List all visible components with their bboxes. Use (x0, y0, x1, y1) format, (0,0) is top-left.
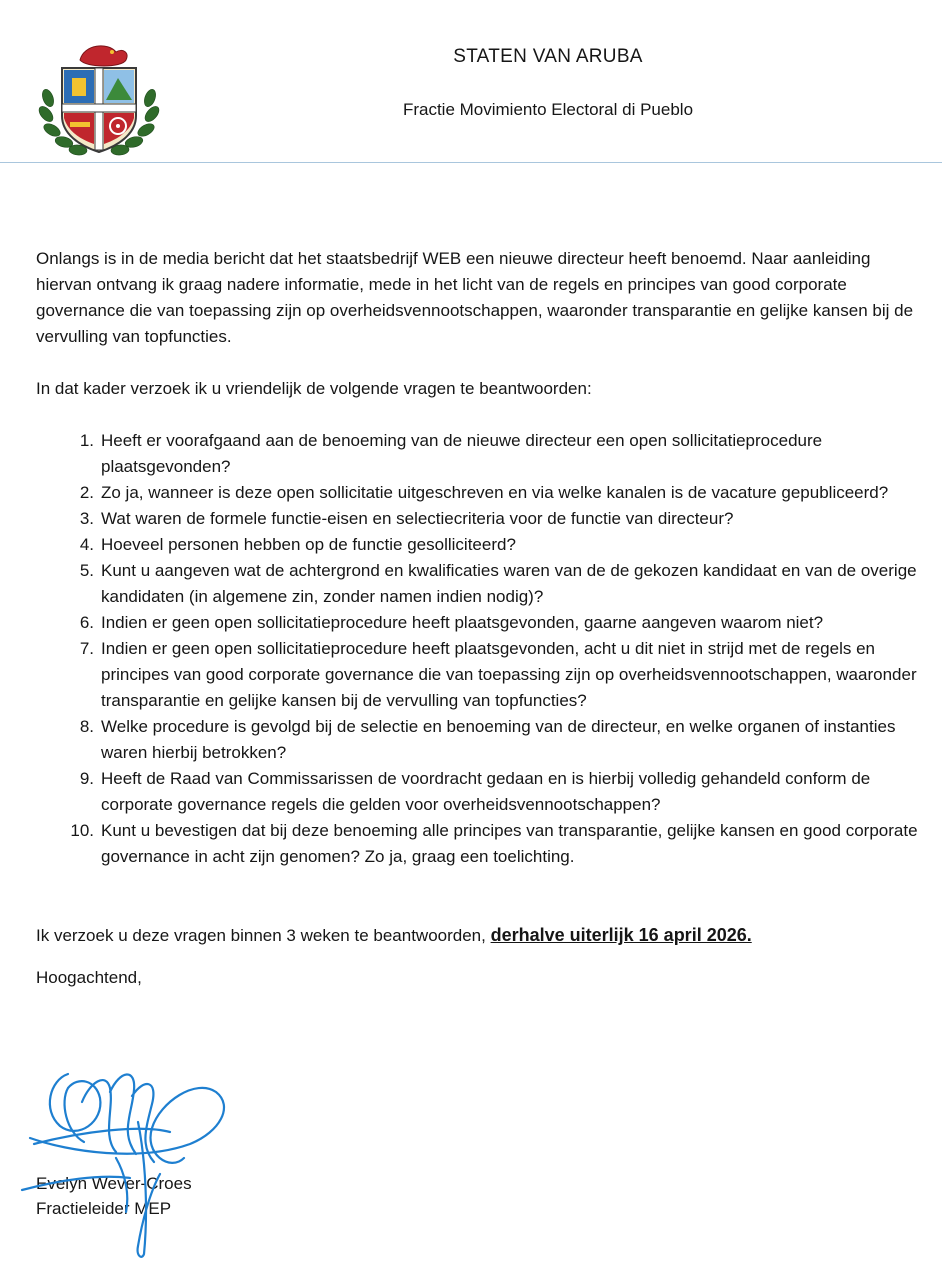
question-text: Indien er geen open sollicitatieprocedure heeft plaatsgevonden, gaarne aangeven waarom niet? (101, 613, 824, 632)
letter-header (0, 0, 942, 163)
question-list (36, 428, 926, 870)
header-subtitle: Fractie Movimiento Electoral di Pueblo (402, 100, 694, 119)
question-number: 5. (79, 561, 94, 580)
list-item (36, 766, 926, 818)
intro-paragraph: Onlangs is in de media bericht dat het staatsbedrijf WEB een nieuwe directeur heeft benoemd. Naar aanleiding hiervan ontvang ik graag nadere informatie, mede in het licht van de regels en principes van good corporate governance die van toepassing zijn op overheidsvennootschappen, waaronder transparantie en gelijke kansen bij de vervulling van topfuncties. (36, 249, 914, 346)
question-number: 2. (79, 483, 94, 502)
question-text: Wat waren de formele functie-eisen en selectiecriteria voor de functie van directeur? (101, 509, 734, 528)
question-text: Heeft de Raad van Commissarissen de voordracht gedaan en is hierbij volledig gehandeld conform de corporate governance regels die gelden voor overheidsvennootschappen? (101, 769, 871, 814)
list-item (36, 818, 926, 870)
question-number: 7. (79, 639, 94, 658)
handwritten-signature-icon (20, 1062, 240, 1262)
question-number: 6. (79, 613, 94, 632)
question-number: 4. (79, 535, 94, 554)
question-text: Indien er geen open sollicitatieprocedure heeft plaatsgevonden, acht u dit niet in strijd met de regels en principes van good corporate governance die van toepassing zijn op overheidsvennootschappen, waaronder transparantie en gelijke kansen bij de vervulling van topfuncties? (101, 639, 917, 710)
question-number: 1. (79, 431, 94, 450)
question-text: Kunt u aangeven wat de achtergrond en kwalificaties waren van de de gekozen kandidaat en van de overige kandidaten (in algemene zin, zonder namen indien nodig)? (101, 561, 917, 606)
question-text: Hoeveel personen hebben op de functie gesolliciteerd? (101, 535, 516, 554)
list-item (36, 610, 926, 636)
question-text: Zo ja, wanneer is deze open sollicitatie uitgeschreven en via welke kanalen is de vacature gepubliceerd? (101, 483, 889, 502)
list-item (36, 532, 926, 558)
header-divider (0, 162, 942, 163)
header-title: STATEN VAN ARUBA (453, 46, 643, 67)
list-item (36, 506, 926, 532)
deadline-paragraph (36, 922, 926, 949)
question-number: 10. (70, 821, 94, 840)
question-number: 3. (79, 509, 94, 528)
deadline-text: Ik verzoek u deze vragen binnen 3 weken te beantwoorden, (36, 926, 486, 945)
list-item (36, 714, 926, 766)
coat-of-arms-icon (38, 38, 160, 162)
lead-paragraph: In dat kader verzoek ik u vriendelijk de volgende vragen te beantwoorden: (36, 379, 592, 398)
letter-body (36, 246, 926, 991)
question-text: Kunt u bevestigen dat bij deze benoeming alle principes van transparantie, gelijke kansen en good corporate governance in acht zijn genomen? Zo ja, graag een toelichting. (101, 821, 918, 866)
question-text: Welke procedure is gevolgd bij de selectie en benoeming van de directeur, en welke organen of instanties waren hierbij betrokken? (101, 717, 896, 762)
list-item (36, 636, 926, 714)
signer-name: Evelyn Wever-Croes (36, 1174, 192, 1193)
question-number: 8. (79, 717, 94, 736)
question-text: Heeft er voorafgaand aan de benoeming van de nieuwe directeur een open sollicitatieprocedure plaatsgevonden? (101, 431, 823, 476)
deadline-date: derhalve uiterlijk 16 april 2026. (490, 925, 752, 945)
list-item (36, 558, 926, 610)
list-item (36, 428, 926, 480)
closing-greeting: Hoogachtend, (36, 968, 142, 987)
question-number: 9. (79, 769, 94, 788)
signer-title: Fractieleider MEP (36, 1199, 172, 1218)
list-item (36, 480, 926, 506)
